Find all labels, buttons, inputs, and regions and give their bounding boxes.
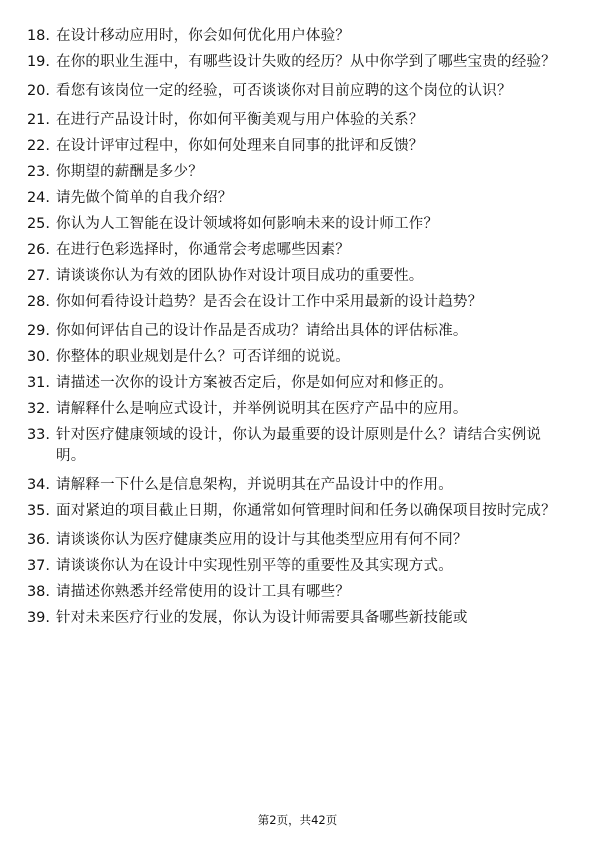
question-item [22, 214, 562, 235]
question-item [22, 347, 562, 368]
question-number: 38. [26, 584, 50, 600]
question-text: 在设计评审过程中，你如何处理来自同事的批评和反馈？ [56, 138, 424, 154]
question-number: 27. [26, 268, 50, 284]
question-item [22, 530, 562, 551]
page-number-label: 第2页，共42页 [257, 813, 338, 827]
question-number: 32. [26, 401, 50, 417]
question-number: 36. [26, 532, 50, 548]
question-item [22, 26, 562, 47]
question-number: 28. [26, 294, 50, 310]
question-text: 你认为人工智能在设计领域将如何影响未来的设计师工作？ [56, 216, 439, 232]
question-number: 35. [26, 503, 50, 519]
question-text: 请谈谈你认为有效的团队协作对设计项目成功的重要性。 [56, 268, 424, 284]
question-number: 26. [26, 242, 50, 258]
question-number: 25. [26, 216, 50, 232]
question-item [22, 81, 562, 102]
question-number: 30. [26, 349, 50, 365]
question-item [22, 373, 562, 394]
question-item [22, 501, 562, 522]
question-text: 针对未来医疗行业的发展，你认为设计师需要具备哪些新技能或 [56, 610, 468, 626]
question-item [22, 582, 562, 603]
question-number: 33. [26, 427, 50, 443]
question-item [22, 240, 562, 261]
question-number: 20. [26, 83, 50, 99]
question-text: 看您有该岗位一定的经验，可否谈谈你对目前应聘的这个岗位的认识？ [56, 83, 512, 99]
question-item [22, 399, 562, 420]
question-item [22, 162, 562, 183]
question-text: 你整体的职业规划是什么？可否详细的说说。 [56, 349, 350, 365]
question-text: 在进行色彩选择时，你通常会考虑哪些因素？ [56, 242, 350, 258]
question-text: 请先做个简单的自我介绍？ [56, 190, 233, 206]
question-text: 在你的职业生涯中，有哪些设计失败的经历？从中你学到了哪些宝贵的经验？ [56, 54, 556, 70]
question-number: 29. [26, 323, 50, 339]
question-text: 你期望的薪酬是多少？ [56, 164, 203, 180]
question-number: 19. [26, 54, 50, 70]
question-number: 23. [26, 164, 50, 180]
question-item [22, 136, 562, 157]
question-item [22, 110, 562, 131]
question-item [22, 475, 562, 496]
question-number: 34. [26, 477, 50, 493]
question-number: 18. [26, 28, 50, 44]
question-text: 请解释什么是响应式设计，并举例说明其在医疗产品中的应用。 [56, 401, 468, 417]
question-text: 面对紧迫的项目截止日期，你通常如何管理时间和任务以确保项目按时完成？ [56, 503, 556, 519]
question-text: 请描述你熟悉并经常使用的设计工具有哪些？ [56, 584, 350, 600]
question-text: 请描述一次你的设计方案被否定后，你是如何应对和修正的。 [56, 375, 453, 391]
question-number: 21. [26, 112, 50, 128]
question-item [22, 292, 562, 313]
question-item [22, 425, 562, 467]
question-text: 在进行产品设计时，你如何平衡美观与用户体验的关系？ [56, 112, 424, 128]
question-item [22, 556, 562, 577]
question-text: 你如何看待设计趋势？是否会在设计工作中采用最新的设计趋势？ [56, 294, 483, 310]
question-item [22, 266, 562, 287]
question-number: 39. [26, 610, 50, 626]
question-text: 请谈谈你认为在设计中实现性别平等的重要性及其实现方式。 [56, 558, 453, 574]
question-text: 针对医疗健康领域的设计，你认为最重要的设计原则是什么？请结合实例说明。 [56, 427, 542, 464]
question-number: 37. [26, 558, 50, 574]
question-item [22, 52, 562, 73]
question-text: 请解释一下什么是信息架构，并说明其在产品设计中的作用。 [56, 477, 453, 493]
question-item [22, 321, 562, 342]
question-number: 22. [26, 138, 50, 154]
page-footer [0, 812, 595, 828]
question-list [22, 26, 562, 634]
question-number: 24. [26, 190, 50, 206]
question-item [22, 188, 562, 209]
question-number: 31. [26, 375, 50, 391]
question-text: 请谈谈你认为医疗健康类应用的设计与其他类型应用有何不同？ [56, 532, 468, 548]
question-text: 你如何评估自己的设计作品是否成功？请给出具体的评估标准。 [56, 323, 468, 339]
question-text: 在设计移动应用时，你会如何优化用户体验？ [56, 28, 350, 44]
question-item [22, 608, 562, 629]
